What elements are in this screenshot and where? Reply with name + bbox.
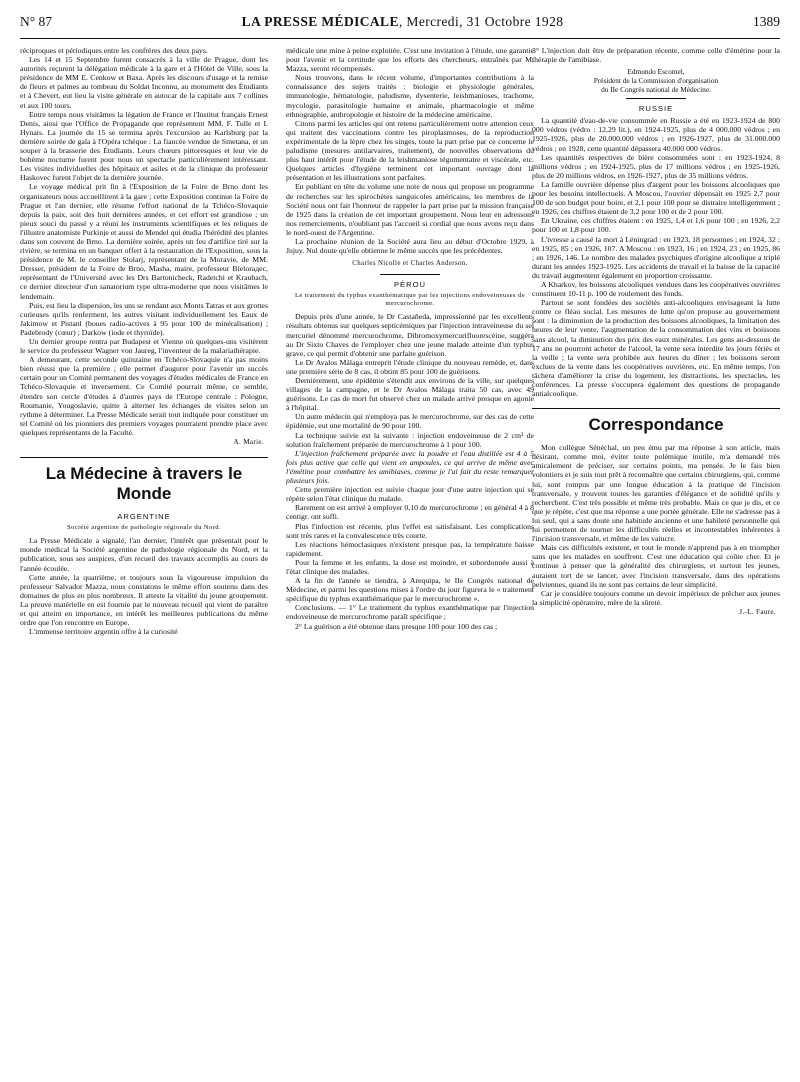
article-signature: J.-L. Faure.: [739, 607, 776, 616]
paragraph: Un autre médecin qui n'employa pas le mercurochrome, sur des cas de cette épidémie, eut une mortalité de 90 pour 100.: [286, 412, 534, 431]
paragraph: A Kharkov, les boissons alcooliques vendues dans les coopératives ouvrières constituent 10-11 p. 100 de roulement des fonds.: [532, 279, 780, 299]
article-signature: [532, 67, 780, 94]
page-header: [20, 14, 780, 39]
paragraph: Nous trouvons, dans le récent volume, d'importantes contributions à la connaissance des sujets traités : biologie et physiologie générales, immunologie, hématologie, paludisme, dysenterie, leishmanioses, trachome, mycologie, parasitologie humaine et animale, pharmacologie et même ethnographie, anthropologie et histoire de la médecine américaine.: [286, 73, 534, 119]
article-signature: A. Marie.: [233, 438, 264, 447]
paragraph: A demeurant, cette seconde quinzaine en Tchéco-Slovaquie n'a pas moins bien réussi que la première ; elle permet d'augurer pour l'avenir un succès certain pour un Comité permanent des voyages d'études médicales de France en Tchéco-Slovaquie et inversement. Ce Comité pourrait même, ce semble, étendre son cercle d'études à d'autres pays de l'Europe centrale : Pologne, Roumanie, Yougoslavie, quitte à alterner les échanges de visites selon un rythme à déterminer. La Presse Médicale serait tout indiquée pour constituer un tel Comité où les pionniers des premiers voyages pourraient prendre place avec quelques représentants de la Faculté.: [20, 355, 268, 437]
paragraph: Plus l'infection est récente, plus l'effet est satisfaisant. Les complications sont très rares et la convalescence très courte.: [286, 521, 534, 540]
paragraph: En Ukraine, ces chiffres étaient : en 1925, 1,4 et 1,6 pour 100 ; en 1926, 2,2 pour 100 et 1,8 pour 100.: [532, 216, 780, 235]
paragraph: Car je considère toujours comme un devoir impérieux de prêcher aux jeunes la simplicité opératoire, mère de la sûreté.: [532, 588, 780, 607]
paragraph: Le Dr Avalos Málaga entreprit l'étude clinique du nouveau remède, et, dans une première série de 8 cas, il obtint 85 pour 100 de guérisons.: [286, 357, 534, 376]
paragraph: Mon collègue Sénéchal, un peu ému par ma réponse à son article, mais désirant, comme moi, éviter toute polémique inutile, m'a demandé très amicalement de préciser, sur certains points, ma pensée. Je le fais bien volontiers et je suis tout prêt à reconnaître que certains chirurgiens, qui, comme lui, sont rompus par une longue éducation à la pratique de l'incision transversale, y trouvent toutes les garanties d'élégance et de solidité qu'ils y recherchent. C'est très possible et même très probable. Mais ce que je dis, et ce que je répète, c'est que ma réponse a une portée générale. Elle ne s'adresse pas à lui seul, qui a sans doute une habitude ancienne et une habileté personnelle qui lui permettent de tourner les difficultés réelles et incontestables inhérentes à l'incision transversale, et même de les vaincre.: [532, 443, 780, 544]
paragraph: La prochaine réunion de la Société aura lieu au début d'Octobre 1929, à Jujuy. Nul doute qu'elle obtienne le même succès que les précédentes.: [286, 236, 534, 256]
column-2: [286, 46, 534, 1076]
article-subheading: Société argentine de pathologie régionale du Nord.: [66, 524, 222, 532]
paragraph: Cette première injection est suivie chaque jour d'une autre injection qui se répète selon l'état clinique du malade.: [286, 485, 534, 504]
country-heading: PÉROU: [393, 280, 426, 290]
signature-name: Edmundo Escomel,: [627, 67, 685, 77]
paragraph: Les réactions hémoclasiques n'existent presque pas, la température baisse rapidement.: [286, 539, 534, 558]
paragraph: 2° La guérison a été obtenue dans presque 100 pour 100 des cas ;: [295, 621, 498, 631]
country-heading: ARGENTINE: [117, 512, 171, 522]
page-number: 1389: [752, 14, 780, 29]
section-title: La Médecine à travers le Monde: [45, 464, 243, 504]
paragraph: médicale une mine à peine exploitée. C'est une invitation à l'étude, une garantie pour l'avenir et la certitude que les efforts des chercheurs, entraînés par M. Mazza, seront récompensés.: [286, 46, 534, 74]
paragraph: La technique suivie est la suivante : injection endoveineuse de 2 cm³ de solution fraîchement préparée de mercurochrome à 1 pour 100.: [286, 430, 534, 449]
article-authors: Charles Nicolle et Charles Anderson.: [352, 260, 468, 268]
paragraph: Mais ces difficultés existent, et tout le monde n'apprend pas à en triompher sans que les malades en souffrent. C'est une éducation qui coûte cher. Et je continue à penser que la généralité des chirurgiens, et surtout les jeunes, auraient tort de se lancer, avec l'incision transversale, dans des opérations pelviennes, quand ils ne sont pas certains de leur simplicité.: [532, 543, 780, 589]
paragraph: Entre temps nous visitâmes la légation de France et l'Institut français Ernest Denis, ainsi que l'Office de Propagande que représentent MM. F. Tulle et I. Hynais. La journée du 15 se termina après l'excursion au Karlsburg par la dernière soirée de gala à l'Opéra tchèque : La fiancée vendue de Smetana, et un souper à la brasserie des Étudiants. Leurs chœurs pittoresques et leur vie de bohème nocturne furent pour nous un spectacle particulièrement intéressant. Les visites individuelles des hôpitaux et asiles et de la clinique du professeur Haskovec furent l'objet de la dernière journée.: [20, 109, 268, 183]
paragraph: Rarement on est arrivé à employer 0,10 de mercurochrome ; en général 4 à 8 centigr. ont suffi.: [286, 503, 534, 522]
paragraph: réciproques et périodiques entre les confrères des deux pays.: [20, 46, 208, 55]
paragraph: Conclusions. — 1° Le traitement du typhus exanthématique par l'injection endoveineuse de mercurochrome paraît spécifique ;: [286, 603, 534, 622]
signature-role: Président de la Commission d'organisation: [593, 76, 719, 86]
paragraph: Un dernier groupe rentra par Budapest et Vienne où quelques-uns visitèrent le service du professeur Wagner von Jaureg, l'inventeur de la malariathérapie.: [20, 337, 268, 356]
paragraph: 3° L'injection doit être de préparation récente, comme celle d'émétine pour la thérapie de l'amibiase.: [532, 46, 780, 65]
paragraph: En publiant en tête du volume une note de nous qui propose un programme de recherches sur les spirochètes sanguicoles américains, les membres de la Société nous ont fait l'honneur de rappeler la part prise par la mission française de 1925 dans la création de cet important groupement. Nous leur en adressons nos remerciements, n'oubliant pas l'accueil si cordial que nous avons reçu dans le nord-ouest de l'Argentine.: [286, 182, 534, 237]
signature-role: du IIe Congrès national de Médecine.: [601, 85, 711, 95]
paragraph: Citons parmi les articles qui ont retenu particulièrement notre attention ceux qui traitent des vaccinations contre les piroplasmoses, de la reproduction expérimentale de la lèpre chez les singes, toute la part prise par ce concerne le paludisme (mesures antilarvaires, traitement), de nouvelles observations du plus haut intérêt pour l'étude de la leishmaniose tégumentaire et viscérale, etc. Quelques articles d'hygiène terminent cet important ouvrage dont la présentation et les illustrations sont parfaites.: [286, 118, 534, 183]
paragraph: L'immense territoire argentin offre à la curiosité: [29, 627, 178, 637]
paragraph: Pour la femme et les enfants, la dose est moindre, et subordonnée aussi à l'état clinique des malades.: [286, 557, 534, 576]
paragraph: Puis, est lieu la dispersion, les uns se rendant aux Monts Tatras et aux grottes curieuses qu'ils renferment, les autres visitant individuellement les Eaux de Jakimow et Pistanl (boues radio-actives à 95 pour 100 de minéralisation) ; Padebrody (cœur) ; Darkow (iode et thyroïde).: [20, 300, 268, 337]
short-divider: [626, 98, 686, 99]
paragraph: Le voyage médical prit fin à l'Exposition de la Foire de Brno dont les organisateurs nous accueillirent à la gare ; cette Exposition continue la Foire de Prague et l'an dernier, elle résume l'effort national de la Tchéco-Slovaquie depuis la paix, soit des huit dernières années, et cet effort est grandiose ; un pieux souci du passé y a réuni les instruments scientifiques et les reliques de l'illustre anatomiste Purkinje et aussi de Mendel qui étudia l'hérédité des plantes dans son couvent de Brno. La dernière soirée, après un feu d'artifice tiré sur la rivière, se termina en un banquet offert à la restauration de l'Exposition, sous la présidence de M. le conseiller Stolarj, représentant de la Moravie, de MM. Dresser, président de la Foire de Brno, Masha, maire, professeur Bielorадec, représentant de l'Université avec les Drs Bartonicheck, Radetchi et Kraubach, ce dernier directeur d'un sanatorium type ultra-moderne que nous visitâmes le lendemain.: [20, 182, 268, 301]
short-divider: [380, 274, 440, 275]
country-heading: RUSSIE: [638, 104, 674, 114]
section-title: Correspondance: [588, 415, 724, 435]
paragraph: Les quantités respectives de bière consommées sont : en 1923-1924, 8 millions védros ; en 1924-1925, plus de 17 millions védros ; en 1925-1926, plus de 20 millions védros, en 1926-1927, plus de 35 millions védros.: [532, 152, 780, 180]
column-3: [532, 46, 780, 1076]
paragraph: A la fin de l'année se tiendra, à Arequipa, le IIe Congrès national de Médecine, et parmi les questions mises à l'ordre du jour figurera le « traitement spécifique du typhus exanthématique par le mercurochrome ».: [286, 576, 534, 604]
section-divider: [532, 408, 780, 409]
journal-title: [242, 14, 564, 30]
paragraph: L'ivresse a causé la mort à Léningrad : en 1923, 18 personnes ; en 1924, 32 ; en 1925, 85 ; en 1926, 107. A Moscou : en 1923, 16 ; en 1924, 23 ; en 1925, 86 ; en 1926, 146. Le nombre des malades psychiques d'origine alcoolique a triplé durant les années 1923-1925. Les accidents de travail et la baisse de la capacité du travail augmentent également en proportion croissante.: [532, 234, 780, 280]
paragraph: La Presse Médicale a signalé, l'an dernier, l'intérêt que présentait pour le monde médical la Société argentine de pathologie régionale du Nord, et la publication, sous ses auspices, d'un recueil des travaux accomplis au cours de l'année écoulée.: [20, 536, 268, 573]
article-subheading: Le traitement du typhus exanthématique par les injections endoveineuses de mercurochrome.: [294, 292, 526, 308]
paragraph: Les 14 et 15 Septembre furent consacrés à la ville de Prague, dont les autorités reçurent la délégation médicale à la gare et à l'Hôtel de Ville, sous la présidence de MM E. Cenkow et Baxa. Après les discours d'usage et la remise de fleurs et palmes au tombeau du Soldat Inconnu, au monument des Étudiants et à Chevert, eut lieu la visite générale en autocar de la capitale aux 7 collines et aux 100 tours.: [20, 55, 268, 110]
paragraph: Dernièrement, une épidémie s'étendit aux environs de la ville, sur quelques villages de la campagne, et le Dr Avalos Málaga traita 50 cas, avec 49 guérisons. Le cas de mort fut observé chez un malade arrivé presque en agonie à l'hôpital.: [286, 376, 534, 413]
issue-number: N° 87: [20, 14, 53, 29]
paragraph-italic: L'injection fraîchement préparée avec la poudre et l'eau distillée est 4 à 5 fois plus active que celle qui vient en ampoules, ce qui arrive de même avec l'émétine pour combattre les amibiases, comme je l'ai fait du reste remarquer plusieurs fois.: [286, 448, 534, 486]
paragraph: Cette année, la quatrième, et toujours sous la vigoureuse impulsion du professeur Salvador Mazza, nous constatons le même effort soutenu dans des domaines de plus en plus nombreux. Il atteste la vitalité du jeune groupement. La preuve matérielle en est fournie par le nouveau recueil qui vient de paraître et qui atteint en importance, en intérêt les meilleures publications du même ordre que l'on rencontre en Europe.: [20, 572, 268, 628]
journal-name: LA PRESSE MÉDICALE: [241, 14, 399, 29]
column-1: [20, 46, 268, 1076]
paragraph: La famille ouvrière dépense plus d'argent pour les boissons alcooliques que pour les besoins intellectuels. A Moscou, l'ouvrier dépensait en 1925 2,7 pour 100 de son budget pour boire, et 2,1 pour 100 pour se distraire intelligemment ; en 1926, ces chiffres étaient de 3,2 pour 100 et de 2 pour 100.: [532, 179, 780, 217]
paragraph: Depuis près d'une année, le Dr Castañeda, impressionné par les excellents résultats obtenus sur quelques septicémiques par l'injection intraveineuse du sel mercuriel dénommé mercurochrome, Dibromoxymercurifluorescéine, suggéra au Dr Sixto Chaves de l'employer chez une jeune malade atteinte d'un typhus grave, ce qui permit d'obtenir une parfaite guérison.: [286, 312, 534, 358]
section-divider: [20, 457, 268, 458]
paragraph: La quantité d'eau-de-vie consommée en Russie a été en 1923-1924 de 800 000 védros (védro : 12,29 lit.), en 1924-1925, plus de 4 000.000 védros ; en 1925-1926, plus de 20.000.000 védros ; en 1926-1927, plus de 31.000.000 védros ; en 1928, cette quantité dépassera 40.000 000 védros.: [532, 116, 780, 153]
paragraph: Partout se sont fondées des sociétés anti-alcooliques envisageant la lutte contre ce fléau social. Les mesures de lutte qu'on propose au gouvernement sont : la diminution de la production des boissons alcooliques, la limitation des heures de leur vente, l'augmentation de la consommation des vins et boissons sans alcool, la diminution des prix des eaux minérales. Les gens au-dessous de 17 ans ne pourront acheter de l'alcool, la vente sera interdite les jours fériés et la veille ; la vente sera prohibée aux heures du dîner ; les boissons seront exclues de la vente dans les coopératives ouvrières, etc. En même temps, l'on tâchera d'améliorer la crise du logement, les distractions, les spectacles, les conférences. La presse s'occupera également des questions de propagande antialcoolique.: [532, 298, 780, 399]
issue-date: , Mercredi, 31 Octobre 1928: [398, 14, 564, 29]
